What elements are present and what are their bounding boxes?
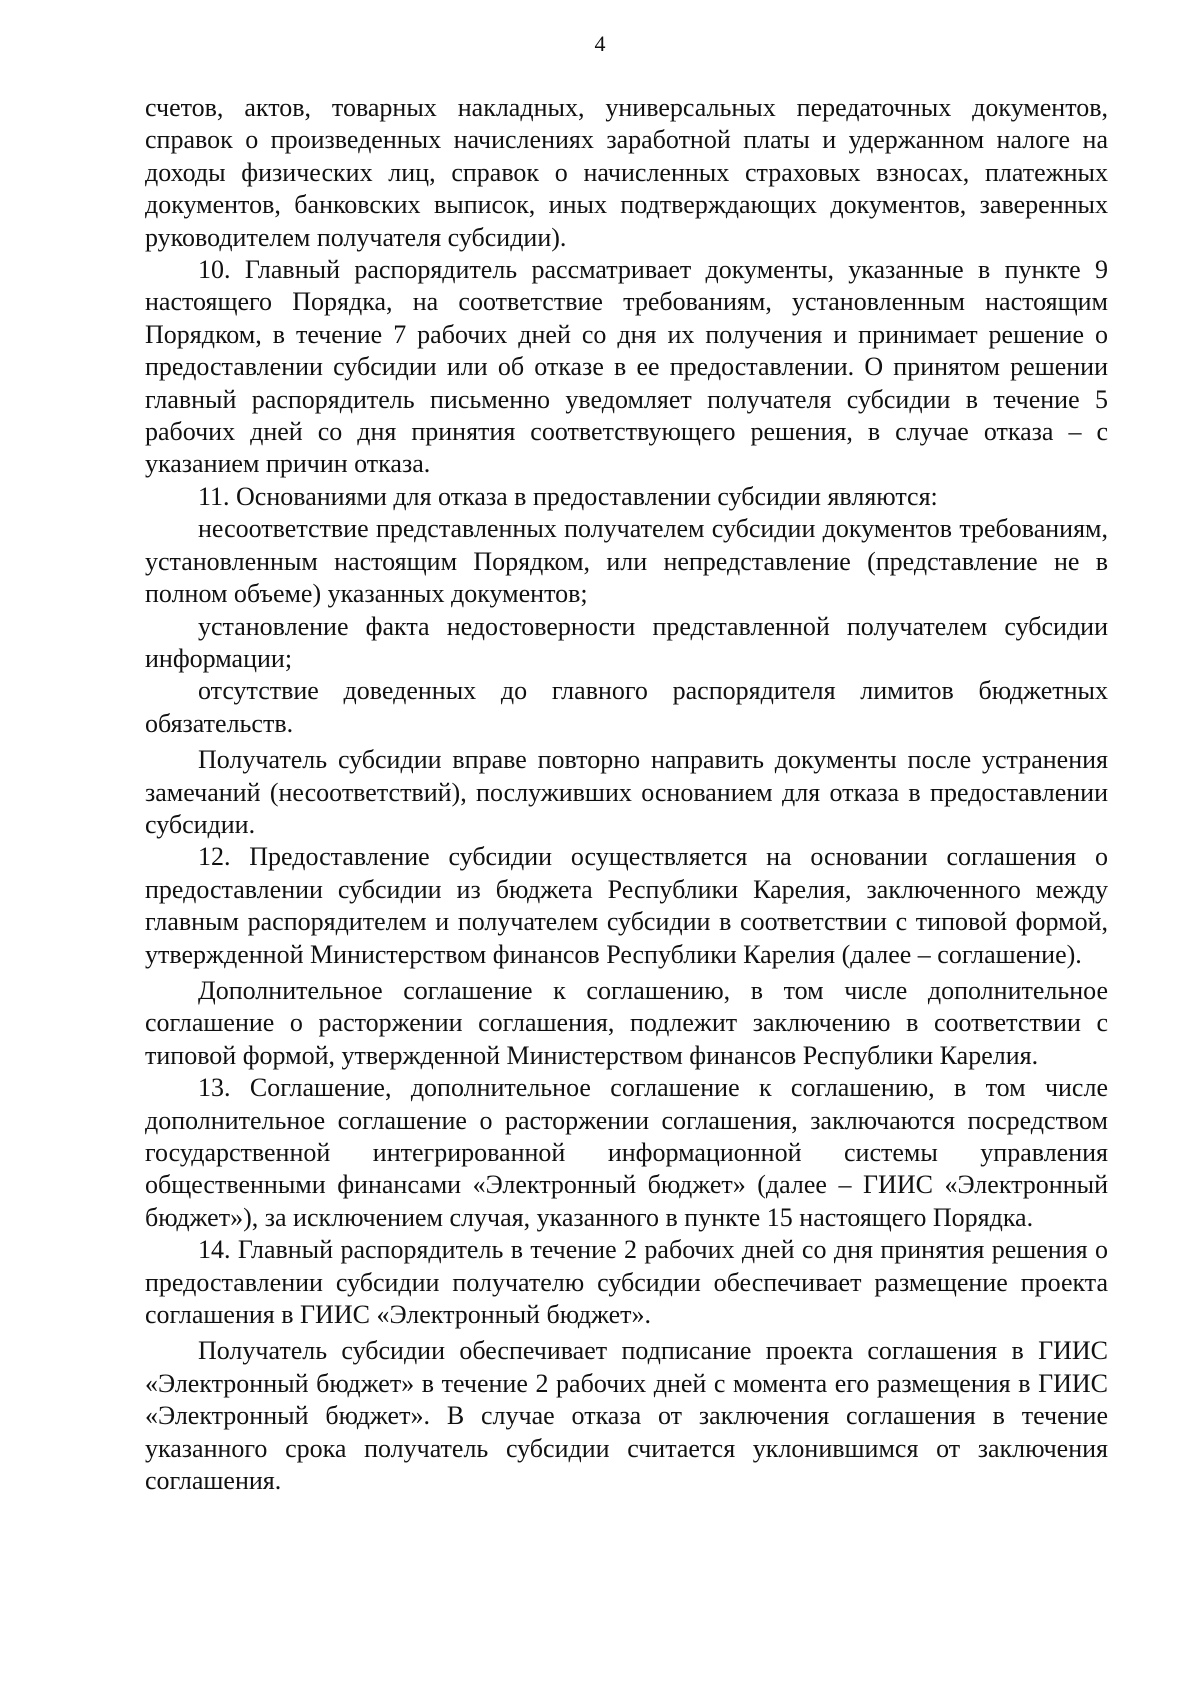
paragraph-additional-agreement: Дополнительное соглашение к соглашению, в том числе дополнительное соглашение о расторжении соглашения, подлежит заключению в соответствии с типовой формой, утвержденной Министерством финансов Республики Карелия. [145,975,1108,1070]
paragraph-resubmission: Получатель субсидии вправе повторно направить документы после устранения замечаний (несоответствий), послуживших основанием для отказа в предоставлении субсидии. [145,745,1108,839]
paragraph-continuation: счетов, актов, товарных накладных, универсальных передаточных документов, справок о произведенных начислениях заработной платы и удержанном налоге на доходы физических лиц, справок о начисленных страховых взносах, платежных документов, банковских выписок, иных подтверждающих документов, заверенных руководителем получателя субсидии). [145,93,1108,252]
paragraph-item-12: 12. Предоставление субсидии осуществляется на основании соглашения о предоставлении субсидии из бюджета Республики Карелия, заключенного между главным распорядителем и получателем субсидии в соответствии с типовой формой, утвержденной Министерством финансов Республики Карелия (далее – соглашение). [145,842,1108,969]
paragraph-item-11: 11. Основаниями для отказа в предоставлении субсидии являются: [198,481,938,511]
page-number: 4 [594,31,606,56]
paragraph-item-10: 10. Главный распорядитель рассматривает документы, указанные в пункте 9 настоящего Порядка, на соответствие требованиям, установленным настоящим Порядком, в течение 7 рабочих дней со дня их получения и принимает решение о предоставлении субсидии или об отказе в ее предоставлении. О принятом решении главный распорядитель письменно уведомляет получателя субсидии в течение 5 рабочих дней со дня принятия соответствующего решения, в случае отказа – с указанием причин отказа. [145,255,1108,479]
paragraph-refusal-ground-1: несоответствие представленных получателем субсидии документов требованиям, установленным настоящим Порядком, или непредставление (представление не в полном объеме) указанных документов; [145,514,1108,609]
paragraph-refusal-ground-2: установление факта недостоверности представленной получателем субсидии информации; [145,611,1108,673]
document-body [145,92,1108,1497]
paragraph-signing: Получатель субсидии обеспечивает подписание проекта соглашения в ГИИС «Электронный бюджет» в течение 2 рабочих дней с момента его размещения в ГИИС «Электронный бюджет». В случае отказа от заключения соглашения в течение указанного срока получатель субсидии считается уклонившимся от заключения соглашения. [145,1336,1108,1496]
paragraph-item-13: 13. Соглашение, дополнительное соглашение к соглашению, в том числе дополнительное соглашение о расторжении соглашения, заключаются посредством государственной интегрированной информационной системы управления общественными финансами «Электронный бюджет» (далее – ГИИС «Электронный бюджет»), за исключением случая, указанного в пункте 15 настоящего Порядка. [145,1073,1108,1232]
paragraph-refusal-ground-3: отсутствие доведенных до главного распорядителя лимитов бюджетных обязательств. [145,676,1108,738]
paragraph-item-14: 14. Главный распорядитель в течение 2 рабочих дней со дня принятия решения о предоставлении субсидии получателю субсидии обеспечивает размещение проекта соглашения в ГИИС «Электронный бюджет». [145,1235,1108,1330]
